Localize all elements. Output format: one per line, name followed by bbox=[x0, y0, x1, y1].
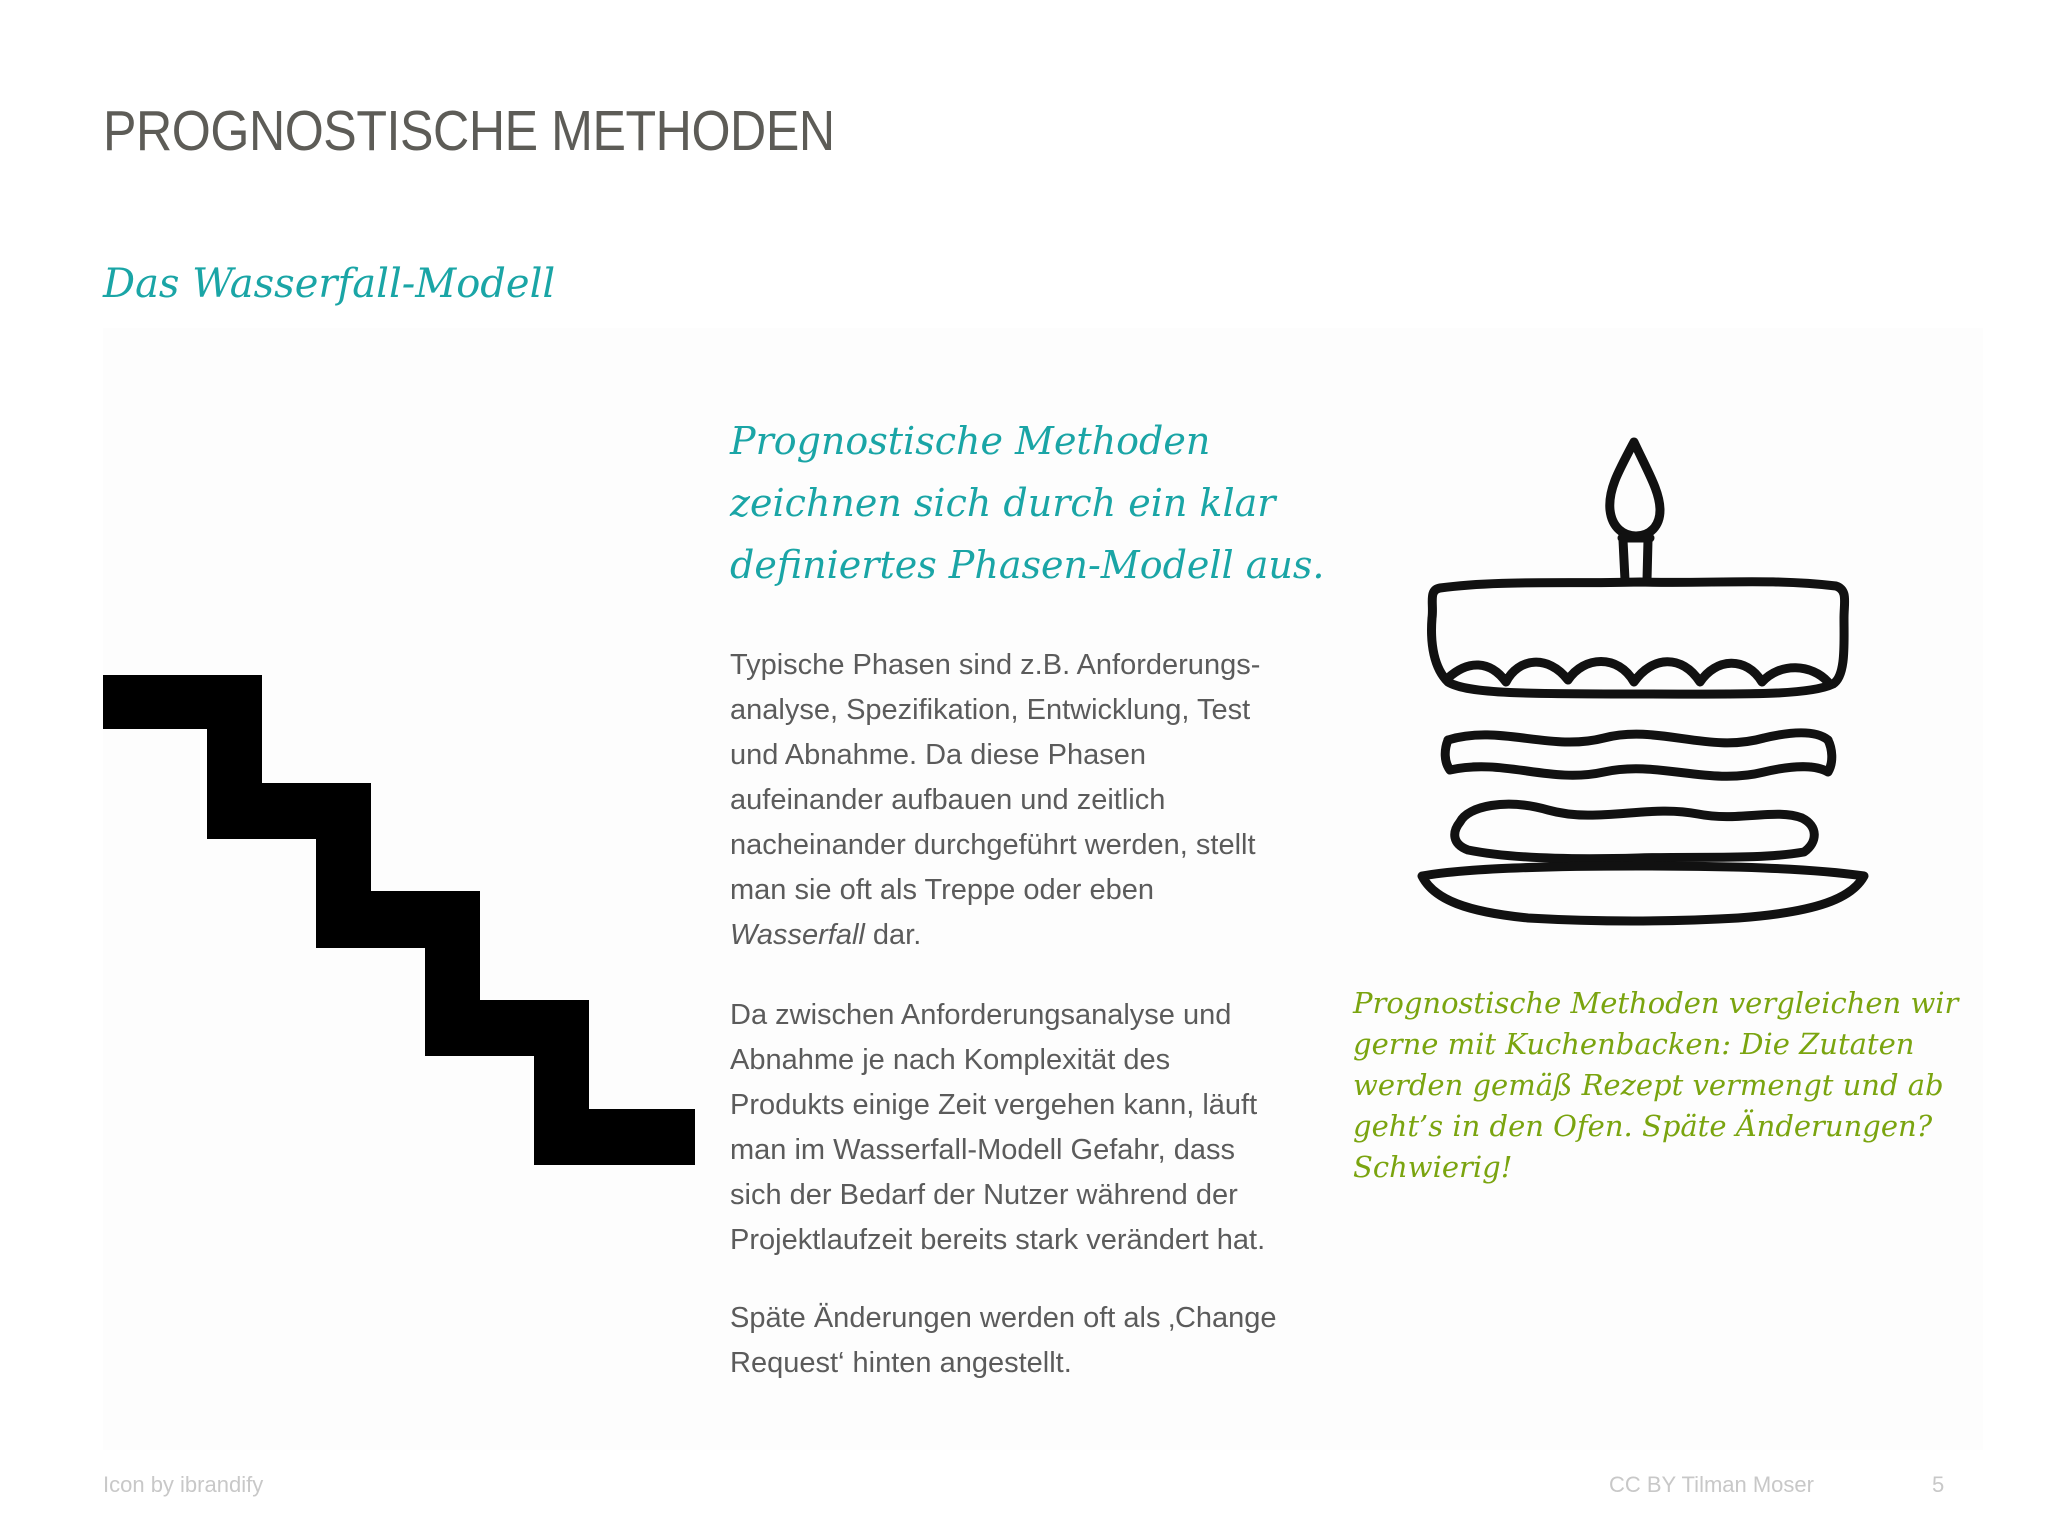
footer-license: CC BY Tilman Moser bbox=[1609, 1472, 1814, 1497]
caption-line: gerne mit Kuchenbacken: Die Zutaten bbox=[1353, 1027, 1915, 1061]
paragraph-line: man sie oft als Treppe oder eben bbox=[730, 874, 1154, 906]
slide-title: PROGNOSTISCHE METHODEN bbox=[103, 99, 835, 163]
lead-line: zeichnen sich durch ein klar bbox=[730, 481, 1276, 525]
birthday-cake-icon bbox=[1408, 432, 1878, 942]
body-paragraph-phases bbox=[730, 643, 1370, 958]
paragraph-line: und Abnahme. Da diese Phasen bbox=[730, 739, 1146, 771]
caption-line: Schwierig! bbox=[1353, 1150, 1513, 1184]
paragraph-line: Späte Änderungen werden oft als ‚Change bbox=[730, 1302, 1277, 1334]
paragraph-line: Produkts einige Zeit vergehen kann, läuft bbox=[730, 1089, 1258, 1121]
paragraph-line-tail: dar. bbox=[864, 919, 922, 951]
body-paragraph-change-request bbox=[730, 1296, 1370, 1386]
slide-subtitle: Das Wasserfall-Modell bbox=[103, 261, 556, 307]
paragraph-line: Da zwischen Anforderungsanalyse und bbox=[730, 999, 1232, 1031]
paragraph-line: analyse, Spezifikation, Entwicklung, Test bbox=[730, 694, 1251, 726]
body-paragraph-risk bbox=[730, 993, 1370, 1263]
caption-line: geht’s in den Ofen. Späte Änderungen? bbox=[1353, 1109, 1933, 1143]
paragraph-line: aufeinander aufbauen und zeitlich bbox=[730, 784, 1166, 816]
lead-line: Prognostische Methoden bbox=[730, 419, 1211, 463]
paragraph-line: Projektlaufzeit bereits stark verändert hat. bbox=[730, 1224, 1266, 1256]
page-number: 5 bbox=[1932, 1472, 1945, 1497]
lead-statement bbox=[730, 410, 1370, 596]
caption-line: werden gemäß Rezept vermengt und ab bbox=[1353, 1068, 1944, 1102]
paragraph-line: Request‘ hinten angestellt. bbox=[730, 1347, 1072, 1379]
caption-line: Prognostische Methoden vergleichen wir bbox=[1353, 986, 1959, 1020]
staircase-icon bbox=[103, 675, 695, 1165]
cake-caption bbox=[1353, 983, 1959, 1188]
paragraph-line: man im Wasserfall-Modell Gefahr, dass bbox=[730, 1134, 1235, 1166]
footer-icon-credit: Icon by ibrandify bbox=[103, 1472, 264, 1497]
paragraph-line: sich der Bedarf der Nutzer während der bbox=[730, 1179, 1238, 1211]
paragraph-line: nacheinander durchgeführt werden, stellt bbox=[730, 829, 1256, 861]
paragraph-line: Abnahme je nach Komplexität des bbox=[730, 1044, 1171, 1076]
emphasis-wasserfall: Wasserfall bbox=[730, 919, 865, 951]
lead-line: definiertes Phasen-Modell aus. bbox=[730, 543, 1325, 587]
paragraph-line: Typische Phasen sind z.B. Anforderungs- bbox=[730, 649, 1261, 681]
paragraph-line bbox=[730, 913, 1370, 958]
